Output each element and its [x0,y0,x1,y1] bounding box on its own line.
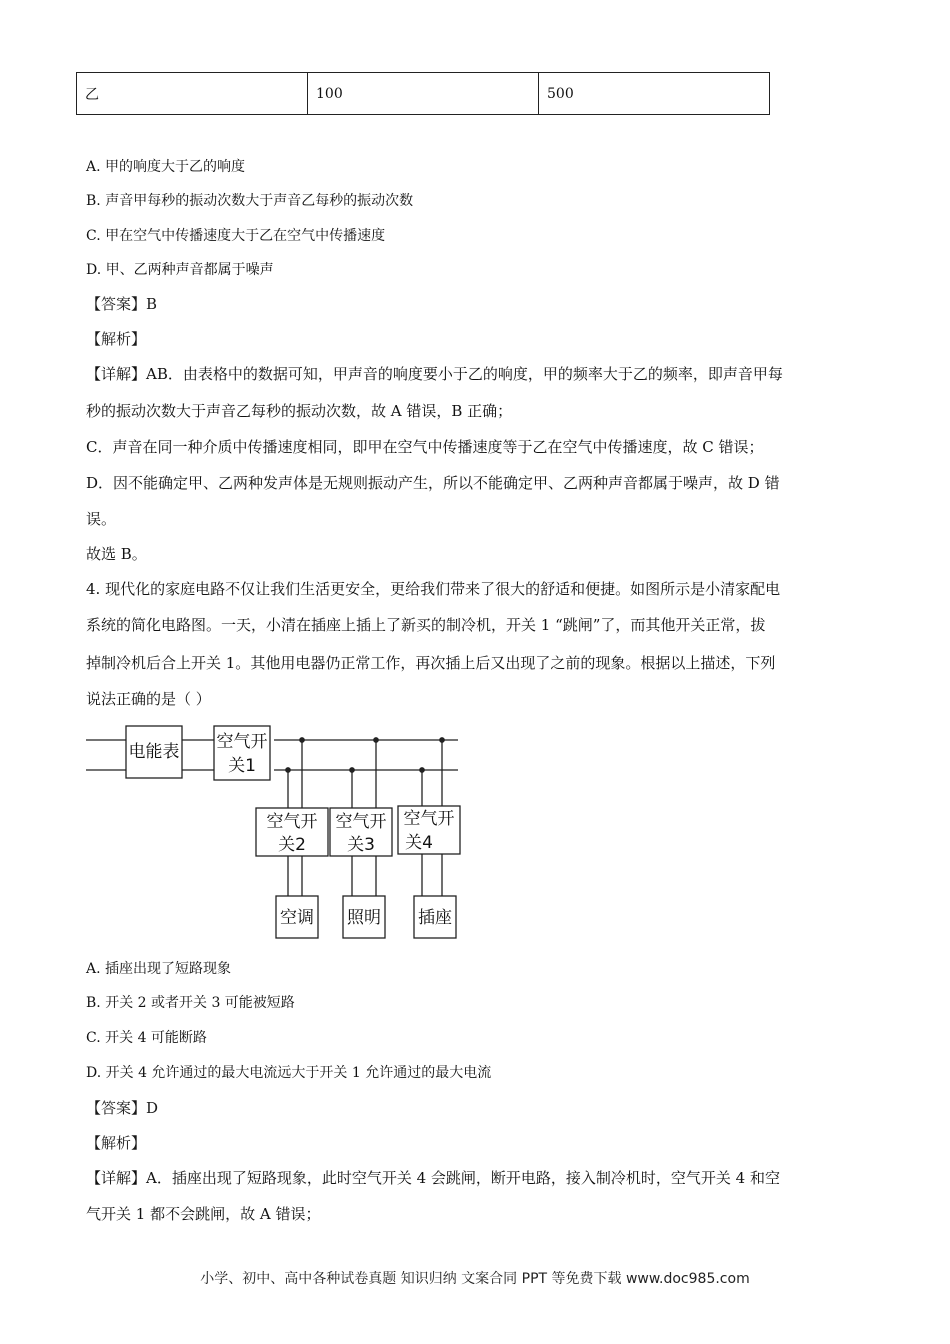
switch-2-label: 空气开 [266,812,318,832]
table-cell: 100 [308,73,539,115]
question-stem-line: 说法正确的是（ ） [86,690,211,708]
option-d: D. 甲、乙两种声音都属于噪声 [86,262,274,278]
air-conditioner-label: 空调 [280,908,314,928]
switch-3-label: 空气开 [335,812,387,832]
switch-4-label: 关4 [405,833,433,853]
explanation-line: 【详解】A．插座出现了短路现象，此时空气开关 4 会跳闸，断开电路，接入制冷机时，空气开关 4 和空 [86,1169,780,1187]
option-b: B. 开关 2 或者开关 3 可能被短路 [86,995,295,1011]
page-footer: 小学、初中、高中各种试卷真题 知识归纳 文案合同 PPT 等免费下载 www.doc985.com [200,1271,750,1287]
question-stem-line: 4. 现代化的家庭电路不仅让我们生活更安全，更给我们带来了很大的舒适和便捷。如图所示是小清家配电 [86,580,781,598]
junction-dot [440,738,444,742]
question-stem-line: 系统的简化电路图。一天，小清在插座上插上了新买的制冷机，开关 1 “跳闸”了，而其他开关正常，拔 [86,616,766,634]
option-d: D. 开关 4 允许通过的最大电流远大于开关 1 允许通过的最大电流 [86,1065,492,1081]
option-c: C. 甲在空气中传播速度大于乙在空气中传播速度 [86,228,386,244]
explanation-line: 秒的振动次数大于声音乙每秒的振动次数，故 A 错误，B 正确； [86,402,513,420]
explanation-line: 误。 [86,510,117,528]
switch-3-label: 关3 [347,835,375,855]
junction-dot [350,768,354,772]
lighting-label: 照明 [347,908,381,928]
explanation-line: 故选 B。 [86,545,147,563]
switch-2-label: 关2 [278,835,306,855]
explanation-line: 【详解】AB．由表格中的数据可知，甲声音的响度要小于乙的响度，甲的频率大于乙的频率，即声音甲每 [86,365,783,383]
explanation-line: C．声音在同一种介质中传播速度相同，即甲在空气中传播速度等于乙在空气中传播速度，故 C 错误； [86,438,764,456]
answer-label: 【答案】D [86,1099,159,1117]
analysis-label: 【解析】 [86,330,147,348]
option-b: B. 声音甲每秒的振动次数大于声音乙每秒的振动次数 [86,193,414,209]
option-a: A. 插座出现了短路现象 [86,961,232,977]
socket-label: 插座 [418,908,452,928]
meter-label: 电能表 [128,742,180,762]
option-a: A. 甲的响度大于乙的响度 [86,159,246,175]
junction-dot [286,768,290,772]
junction-dot [374,738,378,742]
explanation-line: 气开关 1 都不会跳闸，故 A 错误； [86,1205,321,1223]
circuit-diagram [86,720,466,944]
option-c: C. 开关 4 可能断路 [86,1030,207,1046]
analysis-label: 【解析】 [86,1134,147,1152]
table-row [77,73,770,115]
answer-label: 【答案】B [86,295,158,313]
switch-1-label: 关1 [228,756,256,776]
switch-4-label: 空气开 [403,809,455,829]
junction-dot [420,768,424,772]
question-stem-line: 掉制冷机后合上开关 1。其他用电器仍正常工作，再次插上后又出现了之前的现象。根据以上描述，下列 [86,654,776,672]
switch-1-label: 空气开 [216,732,268,752]
table-cell: 乙 [77,73,308,115]
junction-dot [300,738,304,742]
explanation-line: D．因不能确定甲、乙两种发声体是无规则振动产生，所以不能确定甲、乙两种声音都属于噪声，故 D 错 [86,474,780,492]
data-table [76,72,770,115]
table-cell: 500 [539,73,770,115]
